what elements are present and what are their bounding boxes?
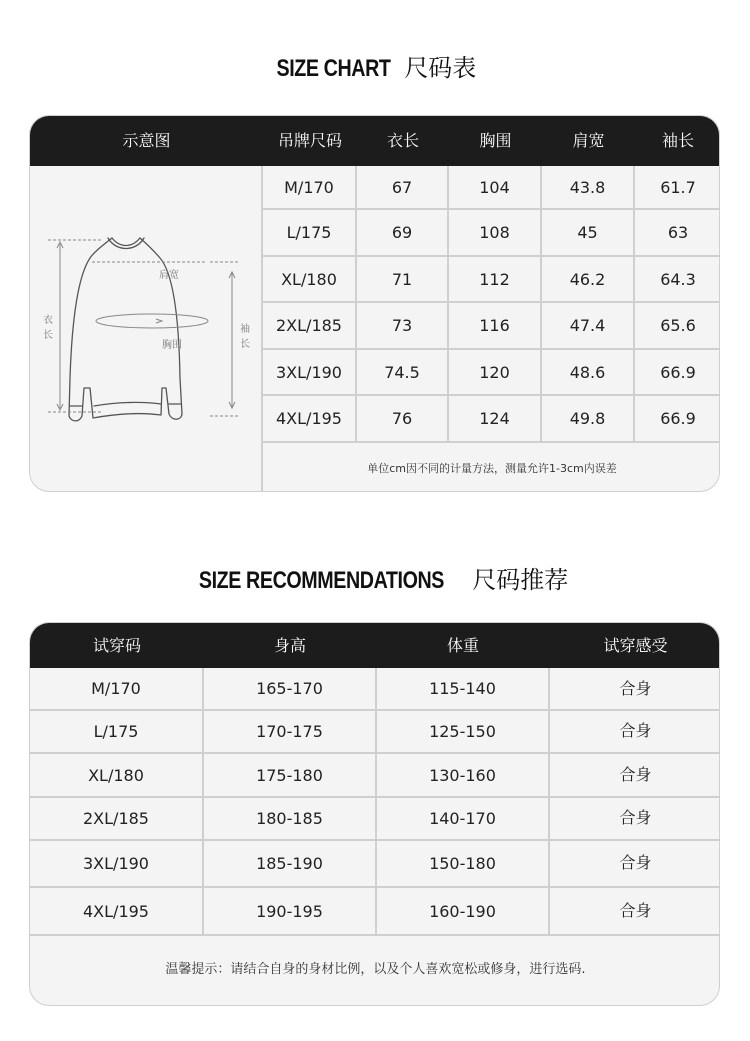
tag-size-cell: M/170 xyxy=(284,178,334,197)
fit-size-cell: L/175 xyxy=(93,722,139,741)
height-cell: 185-190 xyxy=(256,854,323,873)
shoulder-label: 肩宽 xyxy=(159,270,179,281)
tag-size-cell: 4XL/195 xyxy=(276,409,342,428)
length-cell: 74.5 xyxy=(384,362,420,382)
header-fit-feel: 试穿感受 xyxy=(603,636,668,655)
shoulder-cell: 47.4 xyxy=(569,316,606,335)
header-sleeve: 袖长 xyxy=(661,131,694,150)
weight-cell: 130-160 xyxy=(429,765,496,785)
chest-cell: 116 xyxy=(479,316,510,335)
height-cell: 170-175 xyxy=(256,722,323,741)
measurement-note: 单位cm因不同的计量方法，测量允许1-3cm内误差 xyxy=(367,462,617,475)
weight-cell: 115-140 xyxy=(429,679,496,698)
sleeve-cell: 66.9 xyxy=(660,409,696,428)
fitting-tip-note: 温馨提示：请结合自身的身材比例，以及个人喜欢宽松或修身，进行选码. xyxy=(165,962,586,977)
chest-cell: 120 xyxy=(479,362,510,382)
sleeve-label-1: 袖 xyxy=(240,324,250,335)
shoulder-cell: 46.2 xyxy=(569,269,606,289)
size-recommendations-title-en: SIZE RECOMMENDATIONS xyxy=(198,567,444,594)
length-label-2: 长 xyxy=(43,330,53,341)
header-tag-size: 吊牌尺码 xyxy=(277,131,342,150)
sleeve-cell: 64.3 xyxy=(660,269,696,289)
size-chart-header-row xyxy=(30,116,719,166)
fit-size-cell: M/170 xyxy=(91,679,141,698)
header-length: 衣长 xyxy=(386,131,419,150)
weight-cell: 140-170 xyxy=(429,809,496,828)
length-cell: 73 xyxy=(391,316,413,335)
header-shoulder: 肩宽 xyxy=(572,131,605,150)
size-recommendations-table xyxy=(29,622,720,1006)
weight-cell: 160-190 xyxy=(429,901,496,921)
chest-cell: 112 xyxy=(479,269,510,289)
sleeve-cell: 66.9 xyxy=(660,362,696,382)
shoulder-cell: 45 xyxy=(577,223,598,242)
shoulder-cell: 43.8 xyxy=(569,178,606,197)
height-cell: 190-195 xyxy=(256,901,323,921)
chest-cell: 108 xyxy=(479,223,510,242)
shoulder-cell: 49.8 xyxy=(569,409,606,428)
tag-size-cell: 2XL/185 xyxy=(276,316,342,335)
sleeve-cell: 63 xyxy=(667,223,689,242)
shoulder-cell: 48.6 xyxy=(569,362,606,382)
length-label-1: 衣 xyxy=(43,315,53,326)
weight-cell: 150-180 xyxy=(429,854,496,873)
height-cell: 180-185 xyxy=(256,809,323,828)
size-chart-title xyxy=(0,48,750,83)
measurement-lines xyxy=(48,240,238,416)
size-recommendations-title-zh: 尺码推荐 xyxy=(472,566,569,594)
size-chart-table xyxy=(29,115,720,492)
sleeve-cell: 61.7 xyxy=(660,178,696,197)
height-cell: 175-180 xyxy=(256,765,323,785)
fit-feel-cell: 合身 xyxy=(619,808,652,827)
length-cell: 76 xyxy=(391,409,413,428)
fit-size-cell: 2XL/185 xyxy=(83,809,149,828)
fit-size-cell: 3XL/190 xyxy=(83,854,149,873)
header-height: 身高 xyxy=(273,636,306,655)
tag-size-cell: XL/180 xyxy=(281,269,337,289)
chest-cell: 104 xyxy=(479,178,510,197)
header-chest: 胸围 xyxy=(479,131,512,150)
fit-feel-cell: 合身 xyxy=(619,852,652,872)
chest-label: 胸围 xyxy=(162,340,182,351)
length-cell: 71 xyxy=(391,269,413,289)
tag-size-cell: 3XL/190 xyxy=(276,362,342,382)
header-fit-size: 试穿码 xyxy=(92,636,141,655)
sweatshirt-diagram xyxy=(42,228,252,428)
fit-feel-cell: 合身 xyxy=(619,679,652,698)
size-chart-title-zh: 尺码表 xyxy=(404,54,477,82)
sleeve-cell: 65.6 xyxy=(660,316,696,335)
size-recommendations-title xyxy=(0,560,750,595)
length-cell: 67 xyxy=(391,178,413,197)
height-cell: 165-170 xyxy=(256,679,323,698)
divider xyxy=(263,441,720,443)
chest-cell: 124 xyxy=(479,409,510,428)
sleeve-label-2: 长 xyxy=(240,339,250,350)
weight-cell: 125-150 xyxy=(429,722,496,741)
fit-size-cell: XL/180 xyxy=(88,765,144,785)
fit-feel-cell: 合身 xyxy=(619,764,652,784)
fit-feel-cell: 合身 xyxy=(619,721,652,740)
tag-size-cell: L/175 xyxy=(286,223,332,242)
size-chart-title-en: SIZE CHART xyxy=(276,55,391,82)
header-diagram: 示意图 xyxy=(122,131,171,150)
recommendations-header-row xyxy=(30,623,719,668)
divider xyxy=(30,934,720,936)
fit-size-cell: 4XL/195 xyxy=(83,901,149,921)
header-weight: 体重 xyxy=(446,636,479,655)
sweatshirt-outline xyxy=(69,238,182,421)
fit-feel-cell: 合身 xyxy=(619,900,652,920)
length-cell: 69 xyxy=(391,223,413,242)
